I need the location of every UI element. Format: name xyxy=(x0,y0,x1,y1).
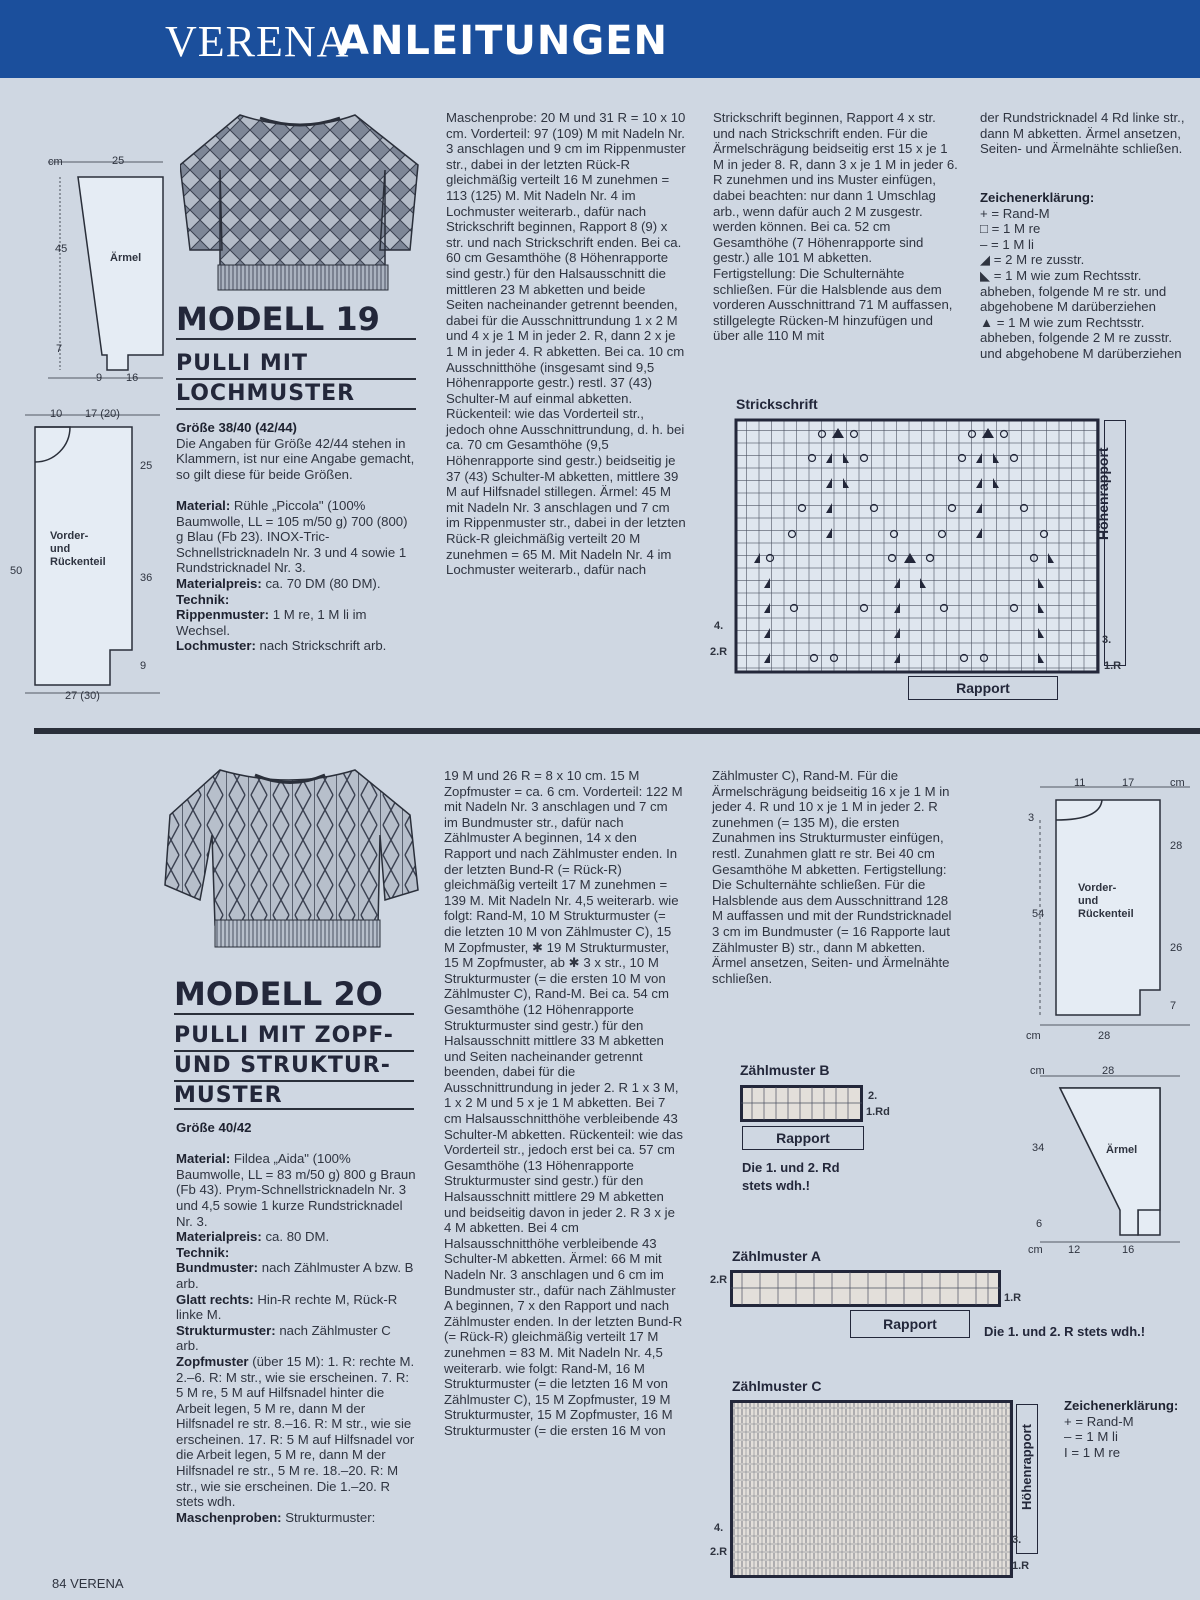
material-label: Material: xyxy=(176,1151,231,1167)
model19-col4: der Rundstricknadel 4 Rd linke str., dann M abketten. Ärmel ansetzen, Seiten- und Ärmelnähte schließen. xyxy=(980,110,1185,157)
zaehlmuster-b-note: stets wdh.! xyxy=(742,1178,810,1193)
dim: cm xyxy=(1030,1065,1045,1077)
subtitle-rule xyxy=(176,408,416,410)
row-label: 2.R xyxy=(710,1274,728,1286)
legend-item: ◣ = 1 M wie zum Rechtsstr. abheben, folgende M re str. und abgehobene M darüberziehen xyxy=(980,267,1167,315)
model20-col3: Zählmuster C), Rand-M. Für die Ärmelschrägung beidseitig 16 x je 1 M in jeder 4. R und 10 x je 1 M in jeder 2. R zunehmen (= 135 M), die ersten Zunahmen ins Strukturmuster einfügen, restl. Zunahmen glatt re str. Bei 40 cm Gesamthöhe M abketten. Fertigstellung: Die Schulternähte schließen. Für die Halsblende aus dem Ausschnittrand 128 M auffassen und mit der Rundstricknadel 3 cm im Bundmuster (= 16 Rapporte laut Zählmuster B) str., dann M abketten. Ärmel ansetzen, Seiten- und Ärmelnähte schließen. xyxy=(712,768,952,986)
model20-col2: 19 M und 26 R = 8 x 10 cm. 15 M Zopfmuster = ca. 6 cm. Vorderteil: 122 M mit Nadeln Nr. 3 anschlagen und 7 cm im Bundmuster str., dafür nach Zählmuster A beginnen, 14 x den Rapport und nach Zählmuster enden. In der letzten Bund-R (= Rück-R) gleichmäßig verteilt 17 M zunehmen = 139 M. Mit Nadeln Nr. 4,5 weiterarb. wie folgt: Rand-M, 10 M Strukturmuster (= die letzten 10 M von Zählmuster C), 15 M Zopfmuster, ✱ 19 M Strukturmuster, 15 M Zopfmuster, ab ✱ 3 x str., 10 M Strukturmuster (= die ersten 10 M von Zählmuster C), Rand-M. Bei ca. 54 cm Gesamthöhe (12 Höhenrapporte Strukturmuster sind gestr.) für den Halsausschnitt mittlere 33 M abketten und Seiten nacheinander getrennt beenden, dabei für die Ausschnittrundung in jeder 2. R 1 x 3 M, 1 x 2 M und 5 x je 1 M abketten. Bei 7 cm Halsausschnitthöhe verbleibende 43 Schulter-M abketten. Rückenteil: wie das Vorderteil str., jedoch erst bei ca. 57 cm Gesamthöhe (13 Höhenrapporte Strukturmuster sind gestr.) für den Halsausschnitt mittlere 29 M abketten und beidseitig davon in jeder 2. R 3 x je 4 M abketten. Bei 4 cm Halsausschnitthöhe verbleibende 43 Schulter-M abketten. Ärmel: 66 M mit Nadeln Nr. 3 anschlagen und 6 cm im Bundmuster str., dafür nach Zählmuster A beginnen, 7 x den Rapport und nach Zählmuster enden. In der letzten Bund-R (= Rück-R) gleichmäßig verteilt 17 M zunehmen = 83 M. Mit Nadeln Nr. 4,5 weiterarb. wie folgt: Rand-M, 16 M Strukturmuster (= die letzten 16 M von Zählmuster C), 15 M Zopfmuster, 19 M Strukturmuster, 15 M Zopfmuster, 16 M Strukturmuster (= die ersten 16 M von xyxy=(444,768,683,1438)
zaehlmuster-c-grid xyxy=(730,1400,1014,1580)
row-label: 2. xyxy=(868,1090,878,1102)
rippen-label: Rippenmuster: xyxy=(176,607,270,623)
rippen-text: 1 M re, 1 M li im Wechsel. xyxy=(176,607,367,638)
dim-27-30: 27 (30) xyxy=(65,690,100,702)
hoehenrapport-label: Höhenrapport xyxy=(1019,1424,1034,1510)
row-label: 2.R xyxy=(710,646,728,658)
dim: 7 xyxy=(1170,1000,1177,1012)
zaehlmuster-b-note: Die 1. und 2. Rd xyxy=(742,1160,840,1175)
proben-label: Maschenproben: xyxy=(176,1509,282,1525)
dim: 17 xyxy=(1122,777,1135,789)
model19-legend xyxy=(980,190,1195,362)
glatt-label: Glatt rechts: xyxy=(176,1291,254,1307)
row-label: 3. xyxy=(1012,1534,1022,1546)
model19-title: MODELL 19 xyxy=(176,300,380,338)
model19-col3: Strickschrift beginnen, Rapport 4 x str. und nach Strickschrift enden. Für die Ärmelschrägung beidseitig erst 15 x je 1 M in jeder 8. R, dann 3 x je 1 M in jeder 6. R zunehmen und ins Muster einfügen, dabei beachten: nur dann 1 Umschlag arb., wenn dafür auch 2 M zusgestr. werden können. Bei ca. 52 cm Gesamthöhe (7 Höhenrapporte sind gestr.) alle 101 M abketten. Fertigstellung: Die Schulternähte schließen. Für die Halsblende aus dem vorderen Ausschnittrand 71 M auffassen, stillgelegte Rücken-M hinzufügen und über alle 110 M mit xyxy=(713,110,958,344)
row-label: 4. xyxy=(714,620,724,632)
legend-item: + = Rand-M xyxy=(980,205,1050,221)
dim: 28 xyxy=(1102,1065,1115,1077)
legend-item: – = 1 M li xyxy=(1064,1429,1118,1445)
sleeve-label: Ärmel xyxy=(110,252,142,264)
zopf-text: (über 15 M): 1. R: rechte M. 2.–6. R: M str., wie sie erscheinen. 7. R: 5 M re, 5 M auf Hilfsnadel hinter die Arbeit legen, 5 M re, dann M der Hilfsnadel re str. 8.–16. R: M str., wie sie erscheinen. 17. R: 5 M auf Hilfsnadel vor die Arbeit legen, 5 M re, dann M der Hilfsnadel re str., 5 M re. 18.–20. R: M str., wie sie erscheinen. Die 1.–20. R stets wdh. xyxy=(176,1353,415,1510)
dim: 26 xyxy=(1170,942,1183,954)
model19-col2: Maschenprobe: 20 M und 31 R = 10 x 10 cm. Vorderteil: 97 (109) M mit Nadeln Nr. 3 anschlagen und 9 cm im Rippenmuster str., dabei in der letzten Rück-R gleichmäßig verteilt 16 M zunehmen = 113 (125) M. Mit Nadeln Nr. 4 im Lochmuster weiterarb., dafür nach Strickschrift beginnen, Rapport 8 (9) x str. und nach Strickschrift enden. Bei ca. 60 cm Gesamthöhe (8 Höhenrapporte sind gestr.) für den Halsausschnitt die mittleren 23 M abketten und beide Seiten nacheinander getrennt beenden, dabei für die Ausschnittrundung 1 x 2 M und 4 x je 1 M in jeder 2. R, dann 2 x je 1 M in jeder 4. R abketten. Bei ca. 10 cm Ausschnitthöhe (insgesamt sind 9,5 Höhenrapporte gestr.) restl. 37 (43) Schulter-M auf einmal abketten. Rückenteil: wie das Vorderteil str., jedoch ohne Ausschnittrundung, d. h. bei ca. 70 cm Gesamthöhe (9,5 Höhenrapporte sind gestr.) beidseitig je 37 (43) Schulter-M abketten, mittlere 39 M auf Hilfsnadel stillegen. Ärmel: 45 M mit Nadeln Nr. 3 anschlagen und 7 cm im Rippenmuster str., dabei in der letzten Rück-R gleichmäßig verteilt 20 M zunehmen = 65 M. Mit Nadeln Nr. 4 im Lochmuster weiterarb., dafür nach xyxy=(446,110,686,578)
title-rule xyxy=(174,1013,414,1015)
section-divider xyxy=(34,728,1200,734)
dim: cm xyxy=(1028,1244,1043,1256)
subtitle-rule xyxy=(174,1108,414,1110)
dim: 28 xyxy=(1170,840,1183,852)
zaehlmuster-a-note: Die 1. und 2. R stets wdh.! xyxy=(984,1324,1146,1339)
row-label: 1.R xyxy=(1104,660,1122,672)
row-label: 2.R xyxy=(710,1546,728,1558)
size-label: Größe 38/40 (42/44) xyxy=(176,420,297,435)
struktur-label: Strukturmuster: xyxy=(176,1322,276,1338)
model19-subtitle-2: LOCHMUSTER xyxy=(176,381,356,406)
legend-item: □ = 1 M re xyxy=(980,221,1041,237)
sleeve-schematic-20 xyxy=(1020,1070,1195,1255)
material-label: Material: xyxy=(176,497,231,513)
legend-item: ▲ = 1 M wie zum Rechtsstr. abheben, folgende 2 M re zusstr. und abgehobene M darüberziehen xyxy=(980,314,1182,361)
legend-item: ◢ = 2 M re zusstr. xyxy=(980,252,1085,268)
proben-text: Strukturmuster: xyxy=(285,1509,376,1525)
sleeve-label: Ärmel xyxy=(1106,1144,1138,1156)
model20-legend xyxy=(1064,1398,1199,1460)
body-label: Vorder- und Rückenteil xyxy=(50,530,106,568)
dim-25b: 25 xyxy=(140,460,153,472)
dim-cm: cm xyxy=(48,156,63,168)
section-title: ANLEITUNGEN xyxy=(338,18,669,64)
zopf-label: Zopfmuster xyxy=(176,1353,249,1369)
legend-title: Zeichenerklärung: xyxy=(1064,1398,1179,1413)
technik-label: Technik: xyxy=(176,1244,230,1260)
dim: 16 xyxy=(1122,1244,1135,1256)
model19-col1 xyxy=(176,420,418,654)
model20-title: MODELL 2O xyxy=(174,975,383,1013)
sweater-illustration-20 xyxy=(160,765,420,955)
row-label: 3. xyxy=(1102,634,1112,646)
dim-16: 16 xyxy=(126,372,139,384)
dim: 28 xyxy=(1098,1030,1111,1042)
zaehlmuster-c-title: Zählmuster C xyxy=(732,1378,822,1394)
glatt-text: Hin-R rechte M, Rück-R linke M. xyxy=(176,1291,398,1323)
row-label: 1.Rd xyxy=(866,1106,890,1118)
legend-item: – = 1 M li xyxy=(980,236,1034,252)
price-text: ca. 80 DM. xyxy=(265,1229,330,1245)
dim-10: 10 xyxy=(50,408,63,420)
loch-label: Lochmuster: xyxy=(176,638,256,654)
dim: 34 xyxy=(1032,1142,1045,1154)
strickschrift-grid xyxy=(734,418,1104,678)
bund-label: Bundmuster: xyxy=(176,1260,259,1276)
sweater-illustration-19 xyxy=(180,110,425,295)
loch-text: nach Strickschrift arb. xyxy=(259,638,387,654)
struktur-text: nach Zählmuster C arb. xyxy=(176,1322,391,1354)
dim-25: 25 xyxy=(112,155,125,167)
model20-subtitle-1: PULLI MIT ZOPF- xyxy=(174,1023,394,1048)
dim-7: 7 xyxy=(56,343,63,355)
legend-title: Zeichenerklärung: xyxy=(980,190,1095,205)
rapport-label: Rapport xyxy=(742,1126,864,1150)
model20-subtitle-2: UND STRUKTUR- xyxy=(174,1053,391,1078)
price-label: Materialpreis: xyxy=(176,1229,262,1245)
price-label: Materialpreis: xyxy=(176,575,262,591)
page-header xyxy=(0,0,1200,78)
dim-45: 45 xyxy=(55,243,68,255)
dim: cm xyxy=(1026,1030,1041,1042)
hoehenrapport-label: Höhenrapport xyxy=(1095,447,1111,540)
rapport-label: Rapport xyxy=(908,676,1058,700)
chart-title: Strickschrift xyxy=(736,396,818,412)
dim: 11 xyxy=(1074,777,1086,789)
dim: cm xyxy=(1170,777,1185,789)
body-label: Vorder- und Rückenteil xyxy=(1078,882,1134,920)
technik-label: Technik: xyxy=(176,591,230,607)
dim-9b: 9 xyxy=(140,660,147,672)
legend-item: + = Rand-M xyxy=(1064,1413,1134,1429)
rapport-label: Rapport xyxy=(850,1310,970,1338)
size-note: Die Angaben für Größe 42/44 stehen in Klammern, ist nur eine Angabe gemacht, so gilt diese für beide Größen. xyxy=(176,435,415,482)
size-label: Größe 40/42 xyxy=(176,1120,252,1135)
model20-col1 xyxy=(176,1120,416,1525)
model20-subtitle-3: MUSTER xyxy=(174,1083,283,1108)
dim: 12 xyxy=(1068,1244,1081,1256)
row-label: 1.R xyxy=(1004,1292,1022,1304)
dim: 54 xyxy=(1032,908,1045,920)
row-label: 4. xyxy=(714,1522,724,1534)
zaehlmuster-b-title: Zählmuster B xyxy=(740,1062,830,1078)
model19-subtitle-1: PULLI MIT xyxy=(176,351,308,376)
row-label: 1.R xyxy=(1012,1560,1030,1572)
dim-36: 36 xyxy=(140,572,153,584)
zaehlmuster-b-grid xyxy=(740,1085,865,1125)
dim: 6 xyxy=(1036,1218,1043,1230)
brand-title: VERENA xyxy=(165,17,350,66)
dim-9: 9 xyxy=(96,372,103,384)
zaehlmuster-a-grid xyxy=(730,1270,1002,1310)
dim-50: 50 xyxy=(10,565,23,577)
bund-text: nach Zählmuster A bzw. B arb. xyxy=(176,1260,414,1291)
legend-item: I = 1 M re xyxy=(1064,1444,1121,1460)
material-text: Fildea „Aida" (100% Baumwolle, LL = 83 m/50 g) 800 g Braun (Fb 43). Prym-Schnellstricknadeln Nr. 3 und 4,5 sowie 1 kurze Rundstricknadel Nr. 3. xyxy=(176,1151,416,1229)
dim: 3 xyxy=(1028,812,1035,824)
price-text: ca. 70 DM (80 DM). xyxy=(265,575,381,591)
material-text: Rühle „Piccola" (100% Baumwolle, LL = 105 m/50 g) 700 (800) g Blau (Fb 23). INOX-Tric-Schnellstricknadeln Nr. 3 und 4 sowie 1 Rundstricknadel Nr. 3. xyxy=(176,497,408,576)
dim-17-20: 17 (20) xyxy=(85,408,120,420)
title-rule xyxy=(176,338,416,340)
zaehlmuster-a-title: Zählmuster A xyxy=(732,1248,821,1264)
page-footer: 84 VERENA xyxy=(52,1576,124,1591)
